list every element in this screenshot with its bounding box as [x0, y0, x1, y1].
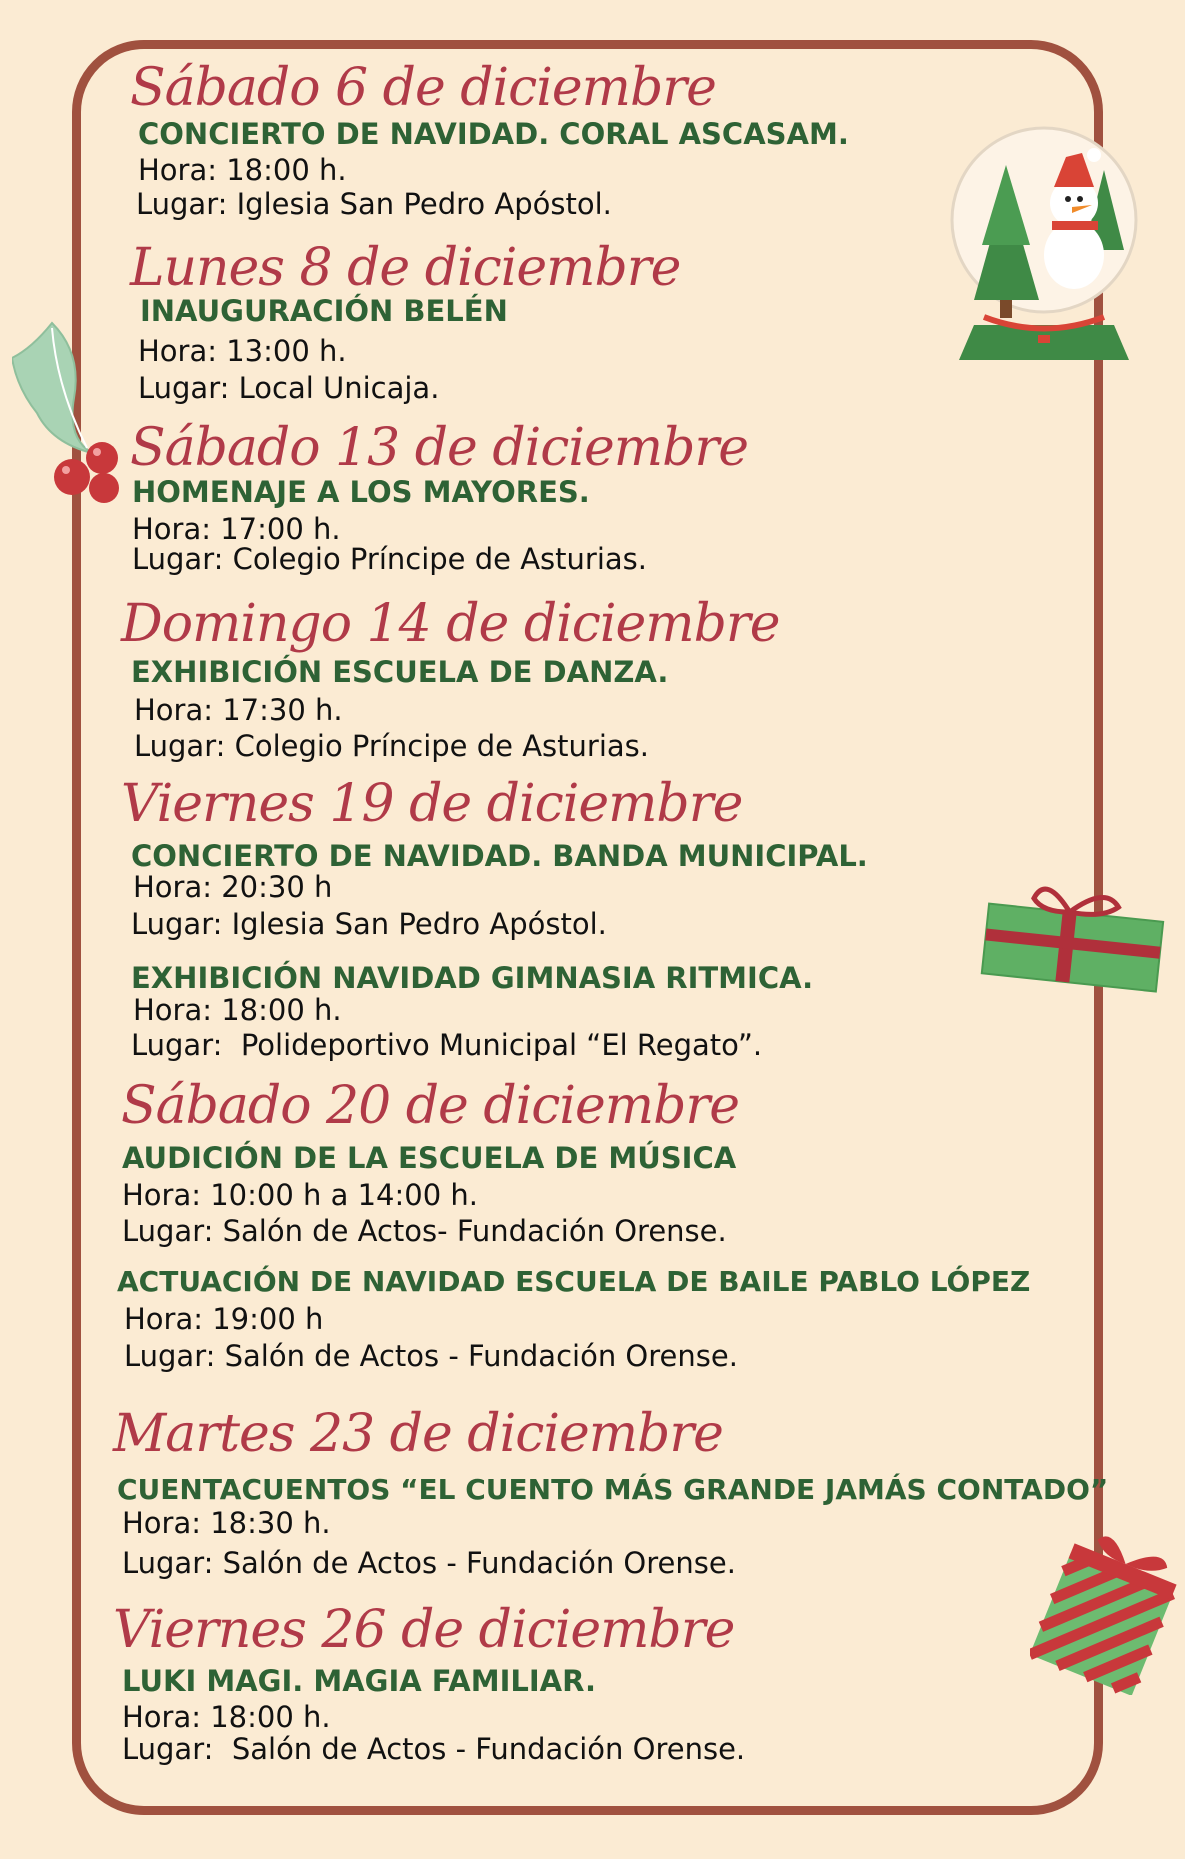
holly-leaf-icon — [12, 318, 102, 458]
day-title: Viernes 19 de diciembre — [121, 774, 743, 834]
event-title: CONCIERTO DE NAVIDAD. CORAL ASCASAM. — [138, 117, 849, 151]
event-place: Lugar: Iglesia San Pedro Apóstol. — [136, 187, 612, 221]
day-title: Sábado 6 de diciembre — [130, 58, 716, 118]
event-time: Hora: 18:00 h. — [122, 1700, 331, 1734]
event-time: Hora: 18:30 h. — [122, 1506, 331, 1540]
event-time: Hora: 18:00 h. — [138, 153, 347, 187]
event-title: HOMENAJE A LOS MAYORES. — [132, 475, 590, 509]
event-place: Lugar: Colegio Príncipe de Asturias. — [132, 542, 647, 576]
event-place: Lugar: Iglesia San Pedro Apóstol. — [131, 907, 607, 941]
event-place: Lugar: Colegio Príncipe de Asturias. — [134, 729, 649, 763]
holly-berries-icon — [52, 440, 124, 506]
day-title: Viernes 26 de diciembre — [113, 1600, 735, 1660]
event-title: LUKI MAGI. MAGIA FAMILIAR. — [122, 1664, 596, 1698]
event-title: ACTUACIÓN DE NAVIDAD ESCUELA DE BAILE PABLO LÓPEZ — [117, 1265, 1031, 1298]
event-title: CONCIERTO DE NAVIDAD. BANDA MUNICIPAL. — [131, 839, 868, 873]
event-title: INAUGURACIÓN BELÉN — [140, 294, 508, 328]
day-title: Sábado 20 de diciembre — [121, 1076, 739, 1136]
event-title: EXHIBICIÓN NAVIDAD GIMNASIA RITMICA. — [131, 961, 814, 995]
event-time: Hora: 19:00 h — [124, 1302, 324, 1336]
event-place: Lugar: Salón de Actos - Fundación Orense. — [122, 1546, 736, 1580]
event-time: Hora: 20:30 h — [133, 870, 333, 904]
event-place: Lugar: Salón de Actos - Fundación Orense. — [124, 1339, 738, 1373]
event-title: AUDICIÓN DE LA ESCUELA DE MÚSICA — [122, 1141, 737, 1175]
gift-box-icon — [980, 878, 1175, 998]
snow-globe-icon — [944, 125, 1144, 365]
event-place: Lugar: Salón de Actos- Fundación Orense. — [122, 1214, 727, 1248]
event-time: Hora: 17:30 h. — [134, 693, 343, 727]
event-place: Lugar: Salón de Actos - Fundación Orense. — [122, 1732, 746, 1766]
event-place: Lugar: Local Unicaja. — [138, 371, 440, 405]
event-title: CUENTACUENTOS “EL CUENTO MÁS GRANDE JAMÁS CONTADO” — [117, 1473, 1109, 1506]
event-time: Hora: 18:00 h. — [133, 993, 342, 1027]
event-time: Hora: 10:00 h a 14:00 h. — [122, 1178, 479, 1212]
event-time: Hora: 13:00 h. — [138, 334, 347, 368]
event-time: Hora: 17:00 h. — [132, 512, 341, 546]
gift-box-striped-icon — [1030, 1530, 1180, 1695]
event-place: Lugar: Polideportivo Municipal “El Regato”. — [131, 1028, 763, 1062]
day-title: Martes 23 de diciembre — [113, 1404, 723, 1464]
day-title: Domingo 14 de diciembre — [121, 594, 780, 654]
day-title: Lunes 8 de diciembre — [130, 238, 681, 298]
event-title: EXHIBICIÓN ESCUELA DE DANZA. — [131, 655, 669, 689]
day-title: Sábado 13 de diciembre — [130, 418, 748, 478]
